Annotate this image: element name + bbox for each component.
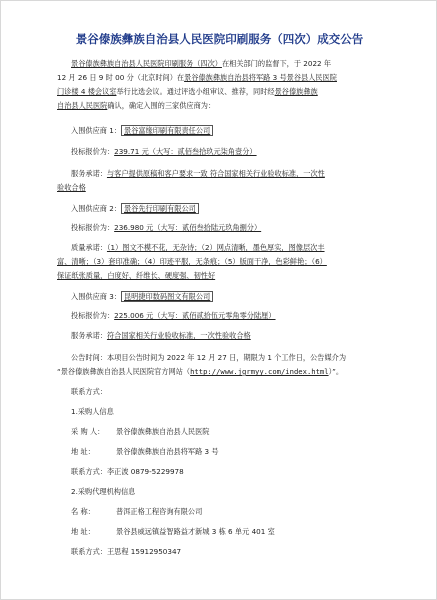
supplier-2-row: 入围供应商 2： 景谷先行印刷有限公司 xyxy=(71,203,199,214)
supplier-1-row: 入围供应商 1： 景谷富缘印刷有限责任公司 xyxy=(71,125,213,136)
buyer-phone-row: 联系方式：李正波 0879-5229978 xyxy=(71,467,184,476)
buyer-name: 景谷傣族彝族自治县人民医院 xyxy=(116,427,210,436)
intro-line-4: 自治县人民医院确认，确定入围的三家供应商为： xyxy=(57,101,216,110)
supplier-1-price-row: 投标报价为：239.71 元（大写：贰佰叁拾玖元柒角壹分） xyxy=(71,147,257,156)
contact-heading: 联系方式： xyxy=(71,387,107,396)
supplier-1-promise: 与客户提供原稿和客户要求一致 符合国家相关行业验收标准，一次性 xyxy=(106,169,325,178)
agent-phone-row: 联系方式：王思程 15912950347 xyxy=(71,547,182,556)
buyer-address-row: 地 址： 景谷傣族彝族自治县将军路 3 号 xyxy=(71,447,219,456)
supplier-3-row: 入围供应商 3： 昆明捷印数码图文有限公司 xyxy=(71,291,213,302)
meeting-address: 景谷傣族彝族自治县将军路 3 号景谷县人民医院 xyxy=(184,73,337,82)
buyer-address: 景谷傣族彝族自治县将军路 3 号 xyxy=(116,447,219,456)
supplier-2-price: 236.980 元（大写：贰佰叁拾陆元玖角捌分） xyxy=(114,223,262,232)
intro-line-2: 12 月 26 日 9 时 00 分（北京时间）在景谷傣族彝族自治县将军路 3 号景谷县人民医院 xyxy=(57,73,337,82)
supplier-2-quality-cont-1: 富、清晰；（3）套印准确；（4）印迹平服，无条痕；（5）版面干净，色彩鲜艳；（6） xyxy=(57,257,327,266)
agent-name: 普洱正格工程咨询有限公司 xyxy=(116,507,203,516)
project-name: 景谷傣族彝族自治县人民医院印刷服务（四次） xyxy=(71,59,222,68)
buyer-name-row: 采 购 人： 景谷傣族彝族自治县人民医院 xyxy=(71,427,210,436)
supplier-3-promise-row: 服务承诺：符合国家相关行业验收标准，一次性验收合格 xyxy=(71,331,251,340)
agent-heading: 2.采购代理机构信息 xyxy=(71,487,136,496)
intro-line-3: 门诊楼 4 楼会议室举行比选会议。通过评选小组审议、推荐，同时经景谷傣族彝族 xyxy=(57,87,318,96)
intro-line-1: 景谷傣族彝族自治县人民医院印刷服务（四次）在相关部门的监督下，于 2022 年 xyxy=(71,59,332,68)
supplier-2-quality-cont-2: 保证纸张质量，白度好、纤维长、硬度强、韧性好 xyxy=(57,271,216,280)
supplier-3-promise: 符合国家相关行业验收标准，一次性验收合格 xyxy=(106,331,251,340)
buyer-heading: 1.采购人信息 xyxy=(71,407,114,416)
agent-address: 景谷县威远镇益智路益才新城 3 栋 6 单元 401 室 xyxy=(116,527,275,536)
buyer-phone: 李正波 0879-5229978 xyxy=(106,467,184,476)
supplier-3-name: 昆明捷印数码图文有限公司 xyxy=(121,291,213,302)
supplier-1-promise-cont: 验收合格 xyxy=(57,183,86,192)
meeting-room: 门诊楼 4 楼会议室 xyxy=(57,87,117,96)
supplier-2-name: 景谷先行印刷有限公司 xyxy=(121,203,199,214)
supplier-3-price: 225.006 元（大写：贰佰贰拾伍元零角零分陆厘） xyxy=(114,311,276,320)
supplier-2-quality-row: 质量承诺：（1）图文不模不花，无杂诗；（2）网点清晰，墨色厚实，图像层次丰 xyxy=(71,243,325,252)
agent-name-row: 名 称： 普洱正格工程咨询有限公司 xyxy=(71,507,203,516)
hospital-website-link[interactable]: http://www.jgrmyy.com/index.html xyxy=(190,367,329,376)
supplier-2-price-row: 投标报价为：236.980 元（大写：贰佰叁拾陆元玖角捌分） xyxy=(71,223,262,232)
supplier-1-name: 景谷富缘印刷有限责任公司 xyxy=(121,125,213,136)
supplier-3-price-row: 投标报价为：225.006 元（大写：贰佰贰拾伍元零角零分陆厘） xyxy=(71,311,276,320)
hospital-name: 自治县人民医院 xyxy=(57,101,108,110)
supplier-1-price: 239.71 元（大写：贰佰叁拾玖元柒角壹分） xyxy=(114,147,257,156)
notice-line-1: 公告时间：本项目公告时间为 2022 年 12 月 27 日，期限为 1 个工作日，公告媒介为 xyxy=(71,353,347,362)
agent-address-row: 地 址： 景谷县威远镇益智路益才新城 3 栋 6 单元 401 室 xyxy=(71,527,275,536)
page-title: 景谷傣族彝族自治县人民医院印刷服务（四次）成交公告 xyxy=(75,32,364,46)
agent-phone: 王思程 15912950347 xyxy=(106,547,182,556)
notice-line-2: “景谷傣族彝族自治县人民医院官方网站（http://www.jgrmyy.com/index.html）”。 xyxy=(57,367,344,376)
supplier-1-promise-row: 服务承诺：与客户提供原稿和客户要求一致 符合国家相关行业验收标准，一次性 xyxy=(71,169,325,178)
